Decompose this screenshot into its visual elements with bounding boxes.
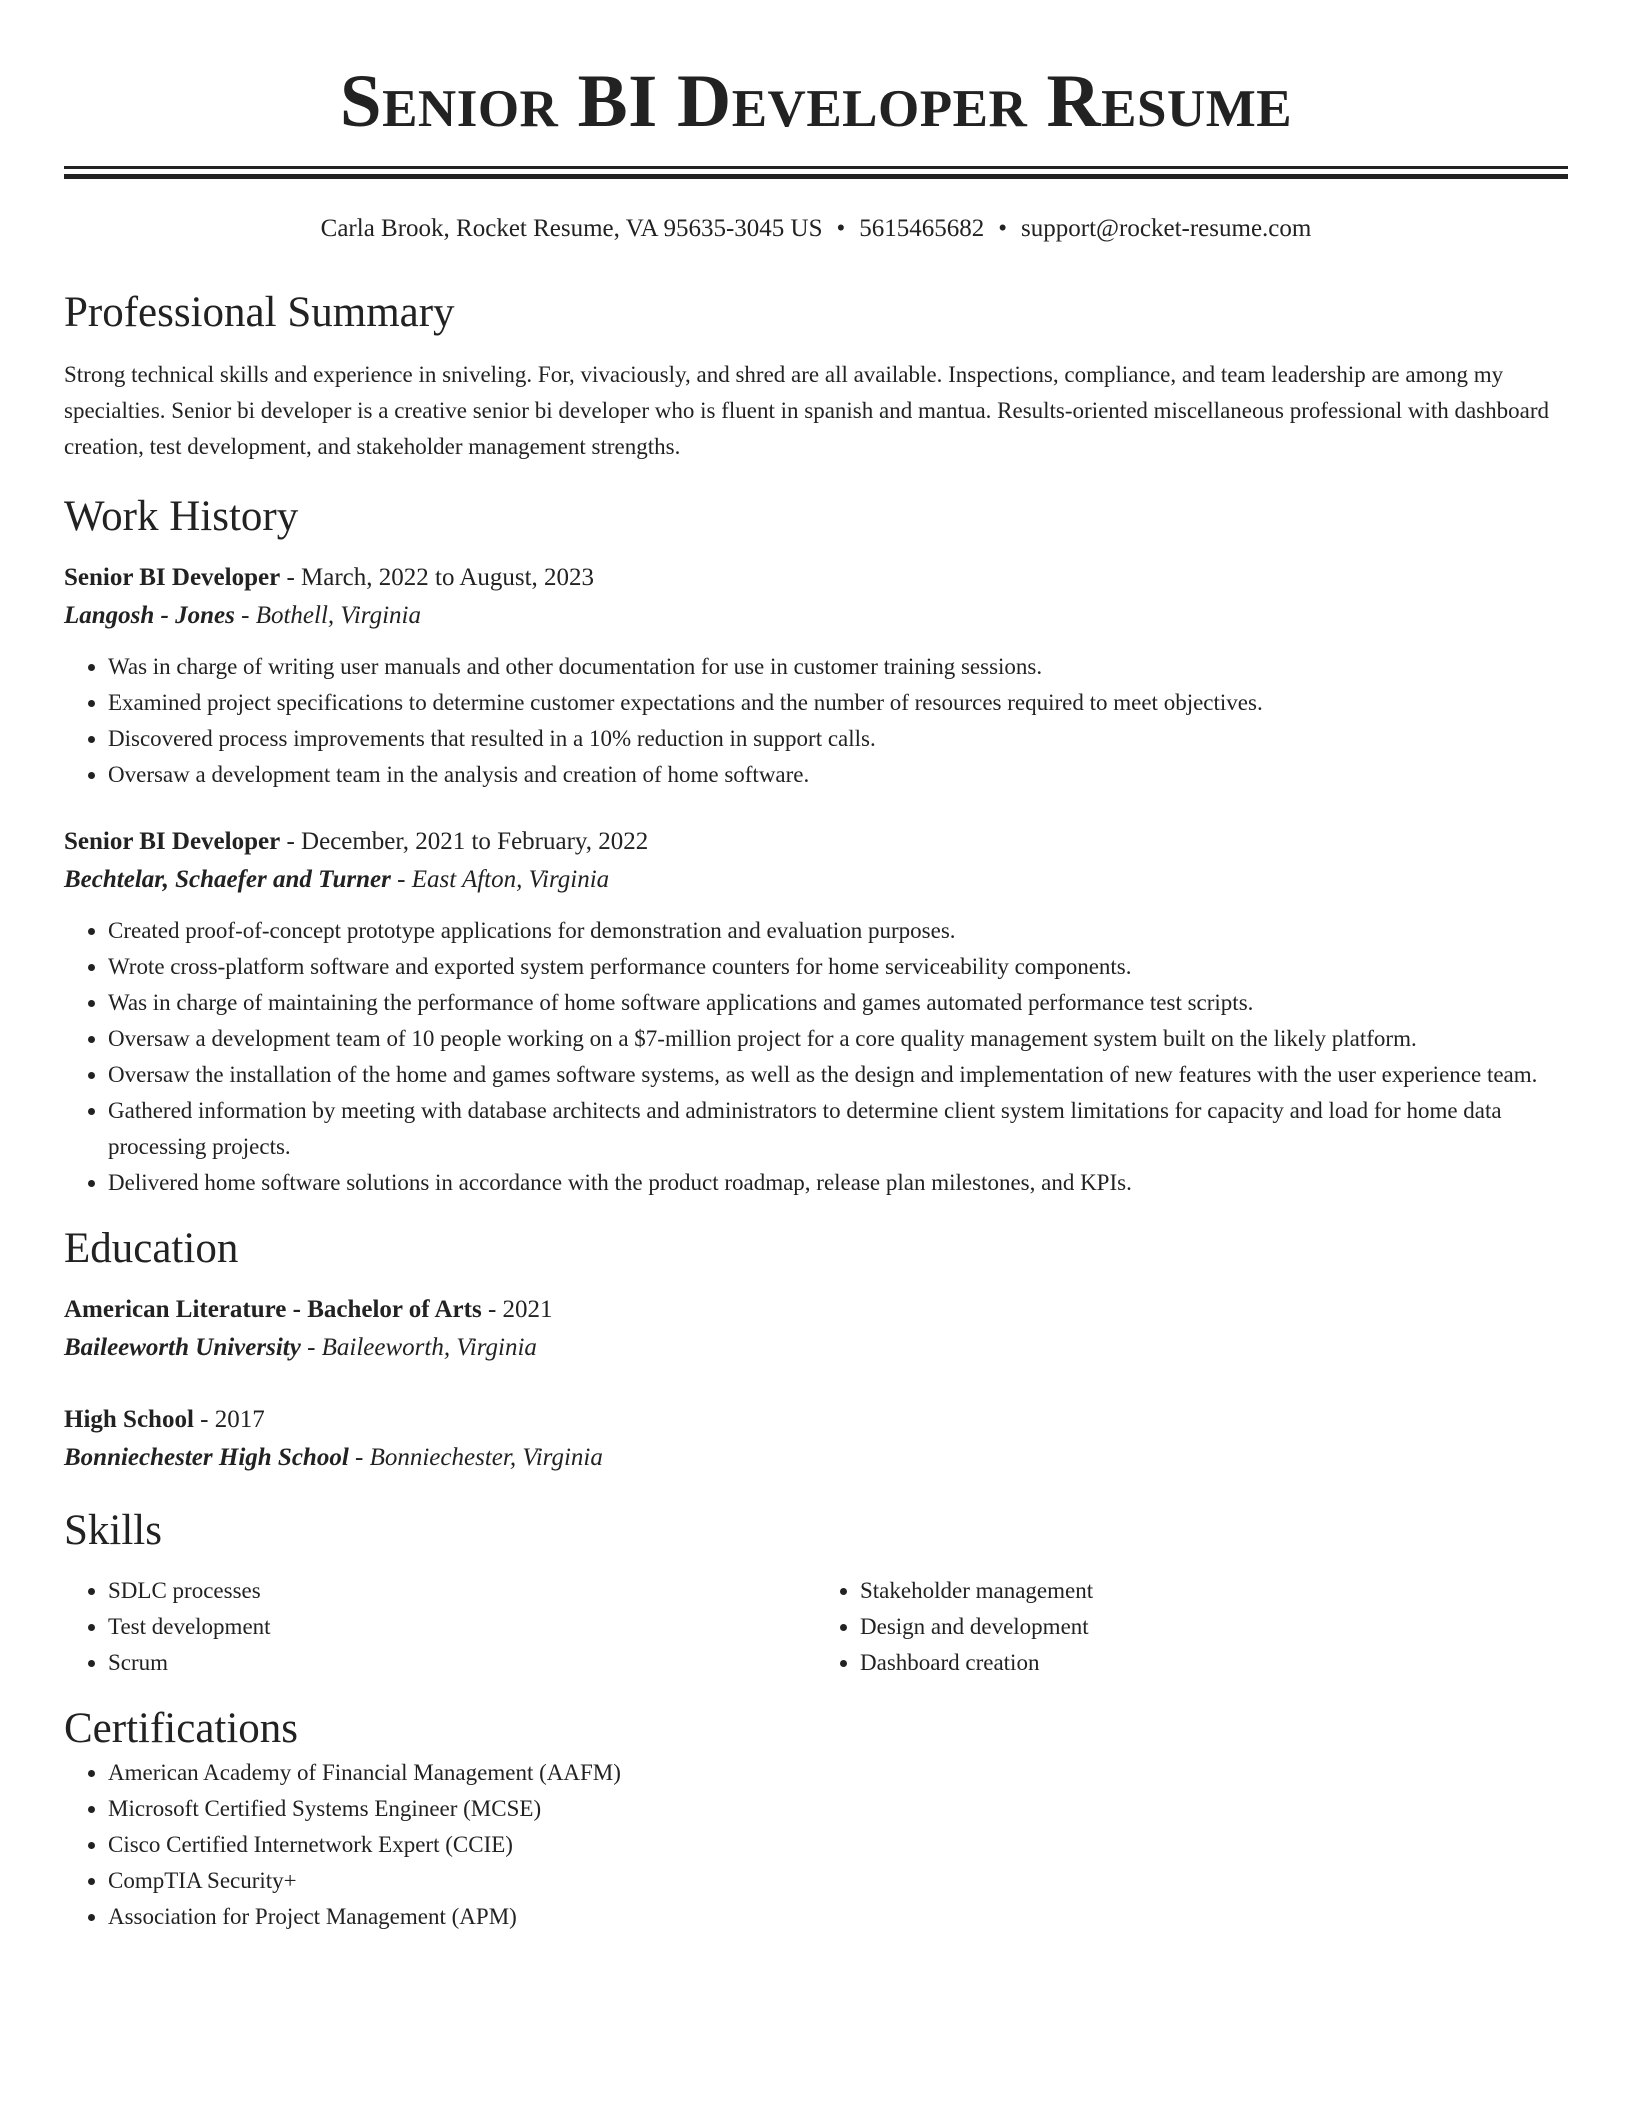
list-item: • Created proof-of-concept prototype applications for demonstration and evaluation purposes.: [108, 913, 1568, 949]
certification-item: • CompTIA Security+: [108, 1863, 1568, 1899]
education-heading: Education: [64, 1225, 239, 1272]
graduation-year: - 2017: [193, 1406, 265, 1433]
certification-item: • Cisco Certified Internetwork Expert (CCIE): [108, 1827, 1568, 1863]
work-history-section: [64, 491, 1568, 1201]
list-item: • Oversaw a development team in the analysis and creation of home software.: [108, 757, 1568, 793]
school-location: - Baileeworth, Virginia: [300, 1334, 537, 1361]
job-company-line: [64, 861, 1568, 899]
job-title-line: [64, 823, 1568, 861]
education-entry: [64, 1291, 1568, 1367]
certification-item: • American Academy of Financial Management (AAFM): [108, 1755, 1568, 1791]
contact-separator: •: [836, 215, 846, 242]
contact-address: Carla Brook, Rocket Resume, VA 95635-3045 US: [320, 215, 823, 242]
job-title: Senior BI Developer: [64, 828, 281, 855]
job-company-line: [64, 597, 1568, 635]
job-company: Bechtelar, Schaefer and Turner: [64, 866, 391, 893]
list-item: • Wrote cross-platform software and exported system performance counters for home serviceability components.: [108, 949, 1568, 985]
degree-name: High School: [64, 1406, 194, 1433]
skills-heading: Skills: [64, 1507, 162, 1554]
summary-text: Strong technical skills and experience in sniveling. For, vivaciously, and shred are all available. Inspections, compliance, and team leadership are among my specialties. Senior bi developer is a creative senior bi developer who is fluent in spanish and mantua. Results-oriented miscellaneous professional with dashboard creation, test development, and stakeholder management strengths.: [64, 362, 1550, 459]
list-item: • Was in charge of maintaining the performance of home software applications and games automated performance test scripts.: [108, 985, 1568, 1021]
graduation-year: - 2021: [481, 1296, 553, 1323]
education-section: [64, 1223, 1568, 1477]
certifications-heading: Certifications: [64, 1705, 299, 1752]
list-item: • Oversaw the installation of the home and games software systems, as well as the design and implementation of new features with the user experience team.: [108, 1057, 1568, 1093]
school-line: [64, 1439, 1568, 1477]
summary-heading: Professional Summary: [64, 289, 455, 336]
skills-list-left: [64, 1573, 816, 1681]
contact-separator: •: [998, 215, 1008, 242]
job-bullets: [64, 913, 1568, 1201]
school-line: [64, 1329, 1568, 1367]
job-title-line: [64, 559, 1568, 597]
list-item: • Gathered information by meeting with database architects and administrators to determine client system limitations for capacity and load for home data processing projects.: [108, 1093, 1568, 1165]
list-item: • Examined project specifications to determine customer expectations and the number of resources required to meet objectives.: [108, 685, 1568, 721]
certifications-section: [64, 1703, 1568, 1935]
degree-line: [64, 1291, 1568, 1329]
degree-line: [64, 1401, 1568, 1439]
list-item: • Delivered home software solutions in accordance with the product roadmap, release plan milestones, and KPIs.: [108, 1165, 1568, 1201]
job-company: Langosh - Jones: [64, 602, 235, 629]
list-item: • Oversaw a development team of 10 people working on a $7-million project for a core quality management system built on the likely platform.: [108, 1021, 1568, 1057]
skills-list-right: [816, 1573, 1568, 1681]
job-dates: - March, 2022 to August, 2023: [280, 564, 595, 591]
skill-item: • Stakeholder management: [860, 1573, 1568, 1609]
title-rule-top: [64, 166, 1568, 169]
skills-columns: [64, 1573, 1568, 1681]
certification-item: • Association for Project Management (APM): [108, 1899, 1568, 1935]
school-location: - Bonniechester, Virginia: [348, 1444, 603, 1471]
title-rule-bottom: [64, 174, 1568, 179]
certification-item: • Microsoft Certified Systems Engineer (MCSE): [108, 1791, 1568, 1827]
job-bullets: [64, 649, 1568, 793]
contact-phone: 5615465682: [859, 215, 985, 242]
contact-line: [64, 213, 1568, 245]
skill-item: • Test development: [108, 1609, 816, 1645]
skill-item: • Design and development: [860, 1609, 1568, 1645]
degree-name: American Literature - Bachelor of Arts: [64, 1296, 482, 1323]
skill-item: • SDLC processes: [108, 1573, 816, 1609]
school-name: Baileeworth University: [64, 1334, 301, 1361]
job-entry: [64, 559, 1568, 793]
job-dates: - December, 2021 to February, 2022: [280, 828, 649, 855]
summary-section: [64, 287, 1568, 465]
contact-email: support@rocket-resume.com: [1021, 215, 1312, 242]
job-location: - Bothell, Virginia: [234, 602, 421, 629]
list-item: • Discovered process improvements that resulted in a 10% reduction in support calls.: [108, 721, 1568, 757]
skill-item: • Scrum: [108, 1645, 816, 1681]
skills-section: [64, 1505, 1568, 1681]
certifications-list: [64, 1755, 1568, 1935]
education-entry: [64, 1401, 1568, 1477]
job-location: - East Afton, Virginia: [390, 866, 610, 893]
skill-item: • Dashboard creation: [860, 1645, 1568, 1681]
job-title: Senior BI Developer: [64, 564, 281, 591]
job-entry: [64, 823, 1568, 1201]
school-name: Bonniechester High School: [64, 1444, 349, 1471]
work-history-heading: Work History: [64, 493, 299, 540]
page-title: Senior BI Developer Resume: [339, 60, 1293, 143]
list-item: • Was in charge of writing user manuals and other documentation for use in customer training sessions.: [108, 649, 1568, 685]
